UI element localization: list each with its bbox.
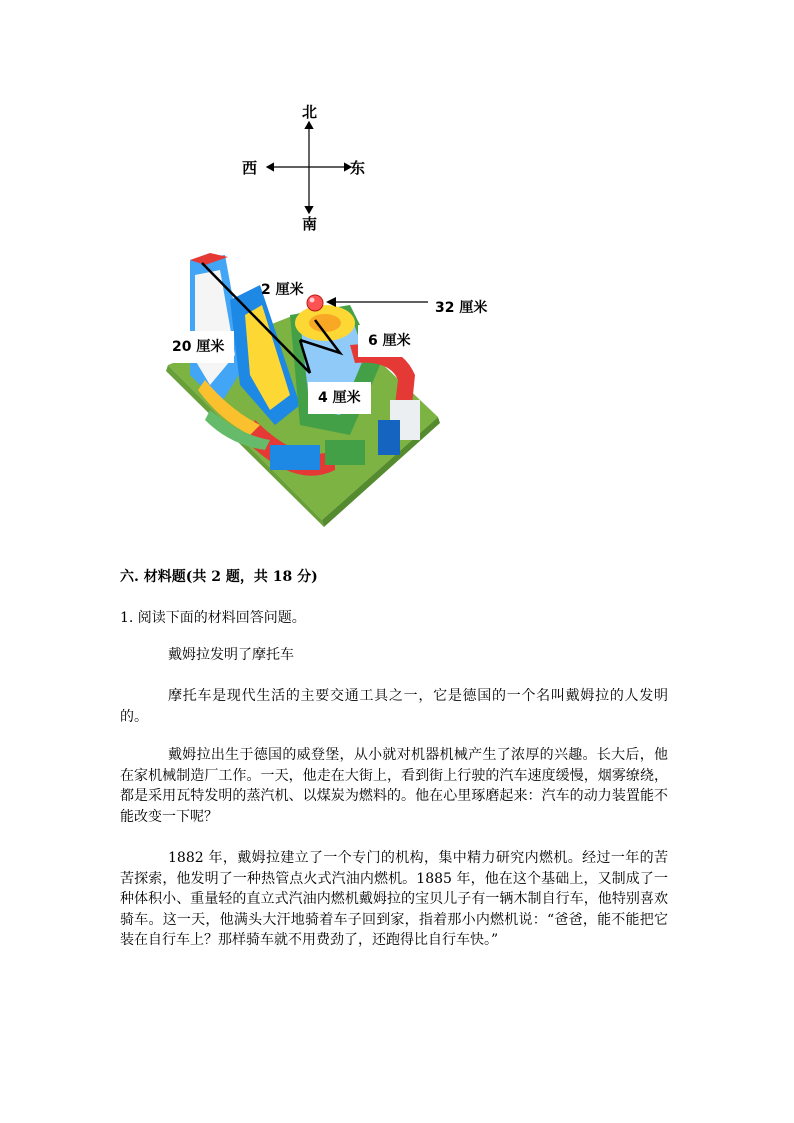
question-1-prompt: 1. 阅读下面的材料回答问题。 — [120, 610, 306, 626]
compass-east-label: 东 — [350, 159, 366, 177]
article-paragraph-3: 1882 年，戴姆拉建立了一个专门的机构，集中精力研究内燃机。经过一年的苦苦探索，他发明了一种热管点火式汽油内燃机。1885 年，他在这个基础上，又制成了一种体积小、重量轻的直立式汽油内燃机戴姆拉的宝贝儿子有一辆木制自行车，他特别喜欢骑车。这一天，他满头大汗地骑着车子回到家，指着那小内燃机说：“爸爸，能不能把它装在自行车上？那样骑车就不用费劲了，还跑得比自行车快。” — [120, 850, 668, 948]
compass-south-label: 南 — [302, 215, 318, 233]
label-6cm: 6 厘米 — [358, 325, 421, 357]
compass-diagram — [230, 95, 380, 240]
section-title: 六. 材料题(共 2 题，共 18 分) — [120, 569, 318, 585]
label-32cm: 32 厘米 — [435, 300, 488, 316]
label-4cm: 4 厘米 — [308, 382, 371, 414]
label-20cm: 20 厘米 — [162, 331, 234, 363]
article-title: 戴姆拉发明了摩托车 — [168, 647, 294, 663]
article-paragraph-1: 摩托车是现代生活的主要交通工具之一，它是德国的一个名叫戴姆拉的人发明的。 — [120, 688, 668, 725]
label-2cm: 2 厘米 — [261, 282, 304, 298]
marble-run-figure — [150, 245, 510, 530]
article-paragraph-2: 戴姆拉出生于德国的威登堡，从小就对机器机械产生了浓厚的兴趣。长大后，他在家机械制造厂工作。一天，他走在大街上，看到街上行驶的汽车速度缓慢，烟雾缭绕，都是采用瓦特发明的蒸汽机、以煤炭为燃料的。他在心里琢磨起来：汽车的动力装置能不能改变一下呢？ — [120, 747, 668, 825]
compass-west-label: 西 — [242, 159, 258, 177]
compass-north-label: 北 — [302, 103, 318, 121]
